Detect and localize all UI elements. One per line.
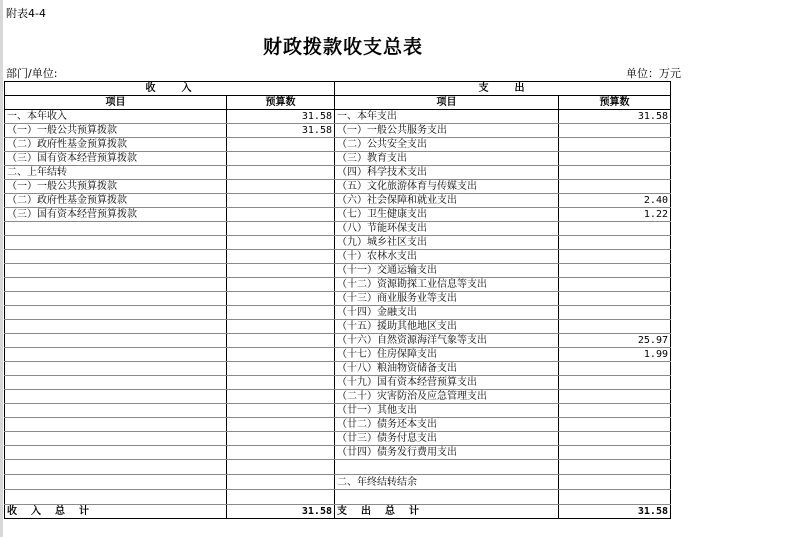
- table-row: [5, 348, 671, 362]
- expense-value: [559, 362, 671, 376]
- income-value: [227, 404, 335, 418]
- income-item: [5, 250, 227, 264]
- expense-item: （十二）资源勘探工业信息等支出: [335, 278, 559, 292]
- expense-item: （廿二）债务还本支出: [335, 418, 559, 432]
- expense-item: （一）一般公共服务支出: [335, 124, 559, 138]
- income-value: [227, 306, 335, 320]
- income-item: [5, 292, 227, 306]
- expense-value: [559, 460, 671, 475]
- table-row: [5, 278, 671, 292]
- expense-item: （十七）住房保障支出: [335, 348, 559, 362]
- income-value: 31.58: [227, 110, 335, 124]
- expense-item-header: 项目: [335, 96, 559, 110]
- income-item: 一、本年收入: [5, 110, 227, 124]
- expense-item: （廿四）债务发行费用支出: [335, 446, 559, 460]
- income-value: 31.58: [227, 124, 335, 138]
- expense-value: 31.58: [559, 110, 671, 124]
- expense-value: 1.99: [559, 348, 671, 362]
- income-value: [227, 236, 335, 250]
- table-row: [5, 250, 671, 264]
- income-item: [5, 475, 227, 490]
- income-item: [5, 236, 227, 250]
- expense-item: [335, 460, 559, 475]
- income-value: [227, 292, 335, 306]
- income-item: [5, 432, 227, 446]
- income-item: （三）国有资本经营预算拨款: [5, 208, 227, 222]
- expense-item: （十）农林水支出: [335, 250, 559, 264]
- table-row: [5, 376, 671, 390]
- income-item: 二、上年结转: [5, 166, 227, 180]
- expense-item: （二十）灾害防治及应急管理支出: [335, 390, 559, 404]
- expense-value: [559, 490, 671, 505]
- income-item: [5, 460, 227, 475]
- window-left-edge: [0, 0, 3, 537]
- table-row: [5, 152, 671, 166]
- table-row: [5, 166, 671, 180]
- income-item: （一）一般公共预算拨款: [5, 124, 227, 138]
- income-value: [227, 418, 335, 432]
- expense-value: [559, 138, 671, 152]
- income-value: [227, 446, 335, 460]
- income-item: （二）政府性基金预算拨款: [5, 194, 227, 208]
- table-row: [5, 306, 671, 320]
- income-item: （一）一般公共预算拨款: [5, 180, 227, 194]
- expense-value: [559, 390, 671, 404]
- income-value: [227, 278, 335, 292]
- expense-value: [559, 180, 671, 194]
- income-item: [5, 278, 227, 292]
- expense-value: [559, 152, 671, 166]
- table-row: [5, 138, 671, 152]
- expense-item: （十五）援助其他地区支出: [335, 320, 559, 334]
- table-row: [5, 460, 671, 475]
- expense-value: [559, 292, 671, 306]
- income-value: [227, 432, 335, 446]
- income-item: [5, 320, 227, 334]
- attachment-label: 附表4-4: [6, 7, 46, 20]
- expense-item: （十三）商业服务业等支出: [335, 292, 559, 306]
- table-row: [5, 124, 671, 138]
- income-value: [227, 152, 335, 166]
- expense-value: [559, 320, 671, 334]
- expense-value: [559, 306, 671, 320]
- income-item: [5, 404, 227, 418]
- income-value: [227, 475, 335, 490]
- income-item: [5, 490, 227, 505]
- table-row: [5, 320, 671, 334]
- income-item: [5, 362, 227, 376]
- income-value: [227, 348, 335, 362]
- expense-budget-header: 预算数: [559, 96, 671, 110]
- expense-total-label: 支 出 总 计: [335, 505, 559, 519]
- table-row: [5, 236, 671, 250]
- expense-item: （四）科学技术支出: [335, 166, 559, 180]
- income-item: （三）国有资本经营预算拨款: [5, 152, 227, 166]
- expense-item: （廿三）债务付息支出: [335, 432, 559, 446]
- section-header-row: [5, 82, 671, 96]
- expense-value: 25.97: [559, 334, 671, 348]
- income-value: [227, 460, 335, 475]
- table-row: [5, 292, 671, 306]
- table-row: [5, 390, 671, 404]
- expense-value: [559, 222, 671, 236]
- income-value: [227, 334, 335, 348]
- income-section-header: 收 入: [5, 82, 335, 96]
- table-row: [5, 208, 671, 222]
- income-total-label: 收 入 总 计: [5, 505, 227, 519]
- expense-value: [559, 264, 671, 278]
- income-value: [227, 320, 335, 334]
- income-budget-header: 预算数: [227, 96, 335, 110]
- budget-table: [4, 81, 671, 519]
- income-item: [5, 334, 227, 348]
- table-row: [5, 194, 671, 208]
- table-row: [5, 264, 671, 278]
- income-value: [227, 250, 335, 264]
- expense-value: [559, 166, 671, 180]
- income-value: [227, 138, 335, 152]
- income-item: [5, 418, 227, 432]
- expense-item: （十一）交通运输支出: [335, 264, 559, 278]
- expense-value: [559, 236, 671, 250]
- expense-item: （七）卫生健康支出: [335, 208, 559, 222]
- expense-item: （六）社会保障和就业支出: [335, 194, 559, 208]
- expense-item: （十六）自然资源海洋气象等支出: [335, 334, 559, 348]
- department-label: 部门/单位:: [6, 67, 58, 80]
- income-item: [5, 446, 227, 460]
- expense-item: （八）节能环保支出: [335, 222, 559, 236]
- expense-value: [559, 278, 671, 292]
- expense-item: [335, 490, 559, 505]
- income-value: [227, 264, 335, 278]
- expense-item: （三）教育支出: [335, 152, 559, 166]
- totals-row: [5, 505, 671, 519]
- income-total-value: 31.58: [227, 505, 335, 519]
- income-value: [227, 222, 335, 236]
- table-row: [5, 362, 671, 376]
- column-header-row: [5, 96, 671, 110]
- expense-section-header: 支 出: [335, 82, 671, 96]
- page-title: 财政拨款收支总表: [262, 36, 423, 58]
- income-item: [5, 264, 227, 278]
- expense-item: （十四）金融支出: [335, 306, 559, 320]
- expense-item: （二）公共安全支出: [335, 138, 559, 152]
- expense-value: 1.22: [559, 208, 671, 222]
- table-row: [5, 334, 671, 348]
- table-row: [5, 446, 671, 460]
- expense-value: [559, 446, 671, 460]
- table-row: [5, 110, 671, 124]
- table-row: [5, 418, 671, 432]
- income-value: [227, 180, 335, 194]
- income-item: （二）政府性基金预算拨款: [5, 138, 227, 152]
- expense-item: （九）城乡社区支出: [335, 236, 559, 250]
- expense-value: [559, 475, 671, 490]
- expense-item: （十八）粮油物资储备支出: [335, 362, 559, 376]
- income-item: [5, 376, 227, 390]
- income-item-header: 项目: [5, 96, 227, 110]
- income-item: [5, 222, 227, 236]
- income-value: [227, 208, 335, 222]
- expense-value: [559, 124, 671, 138]
- table-row: [5, 475, 671, 490]
- expense-value: [559, 404, 671, 418]
- expense-item: 二、年终结转结余: [335, 475, 559, 490]
- expense-value: [559, 376, 671, 390]
- income-value: [227, 362, 335, 376]
- income-value: [227, 194, 335, 208]
- table-row: [5, 222, 671, 236]
- expense-item: （廿一）其他支出: [335, 404, 559, 418]
- income-item: [5, 348, 227, 362]
- expense-item: （十九）国有资本经营预算支出: [335, 376, 559, 390]
- table-row: [5, 432, 671, 446]
- expense-item: 一、本年支出: [335, 110, 559, 124]
- income-value: [227, 390, 335, 404]
- expense-value: [559, 250, 671, 264]
- income-value: [227, 376, 335, 390]
- table-row: [5, 180, 671, 194]
- table-row: [5, 490, 671, 505]
- expense-total-value: 31.58: [559, 505, 671, 519]
- income-value: [227, 490, 335, 505]
- income-value: [227, 166, 335, 180]
- expense-value: [559, 418, 671, 432]
- expense-value: [559, 432, 671, 446]
- expense-item: （五）文化旅游体育与传媒支出: [335, 180, 559, 194]
- table-row: [5, 404, 671, 418]
- unit-label: 单位：万元: [626, 67, 681, 80]
- income-item: [5, 306, 227, 320]
- expense-value: 2.40: [559, 194, 671, 208]
- income-item: [5, 390, 227, 404]
